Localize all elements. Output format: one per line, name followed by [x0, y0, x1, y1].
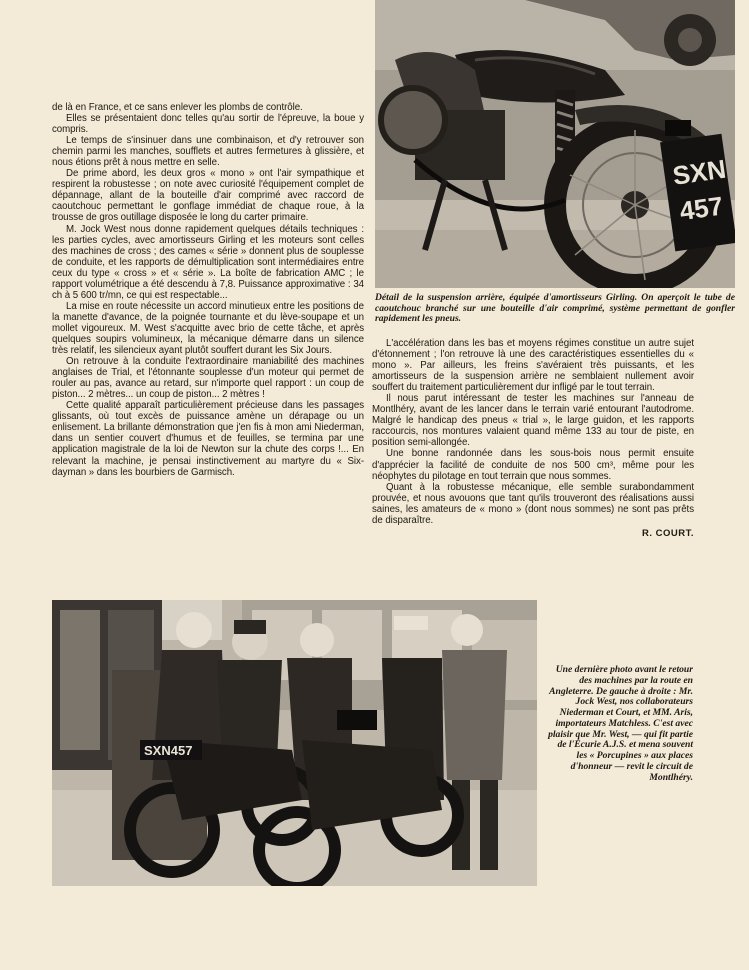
- paragraph: Elles se présentaient donc telles qu'au sortir de l'épreuve, la boue y compris.: [52, 113, 364, 136]
- top-photo-caption: Détail de la suspension arrière, équipée d'amortisseurs Girling. On aperçoit le tube de caoutchouc branché sur une bouteille d'air comprimé, système permettant de gonfler rapidement les pneus.: [375, 292, 735, 325]
- paragraph: de là en France, et ce sans enlever les plombs de contrôle.: [52, 102, 303, 113]
- author-signature: R. COURT.: [642, 527, 694, 539]
- paragraph: Il nous parut intéressant de tester les machines sur l'anneau de Montlhéry, avant de les lancer dans le terrain varié entourant l'autodrome. Malgré le handicap des pneus « trial », le large guidon, et les rapports raccourcis, nos montures valaient quand même 133 au tour de piste, en position semi-allongée.: [372, 393, 694, 449]
- paragraph: La mise en route nécessite un accord minutieux entre les positions de la manette d'avance, de la poignée tournante et du lève-soupape et un mollet vigoureux. M. West s'acquitte avec brio de cette tâche, et après quelques soupirs volumineux, la mécanique démarre dans un silence très relatif, les silencieux ayant plutôt souffert durant les Six Jours.: [52, 300, 364, 357]
- group-photo-caption: Une dernière photo avant le retour des machines par la route en Angleterre. De gauche à droite : Mr. Jock West, nos collaborateurs Niederman et Court, et MM. Aris, importateurs Matchless. C'est avec plaisir que Mr. West, — qui fit partie de l'Écurie A.J.S. et mena souvent les « Porcupines » aux places d'honneur — revit le circuit de Montlhéry.: [548, 664, 693, 783]
- paragraph: De prime abord, les deux gros « mono » ont l'air sympathique et respirent la robustesse ; on note avec curiosité l'équipement complet de dépannage, allant de la bouteille d'air comprimé avec raccord de caoutchouc permettant le gonflage immédiat de chaque roue, à la trousse de gros outillage disposée le long du carter primaire.: [52, 168, 364, 224]
- article-left-column: [52, 102, 364, 478]
- top-plate-line-2: 457: [677, 190, 725, 227]
- group-illustration: [52, 600, 537, 886]
- paragraph: On retrouve à la conduite l'extraordinaire maniabilité des machines anglaises de Trial, et l'étonnante souplesse d'un moteur qui permet de rouler au pas, avance au retard, sur n'importe quel rapport : un coup de piston... 2 mètres... un coup de piston... 2 mètres !: [52, 356, 364, 401]
- article-right-column: [372, 338, 694, 539]
- bottom-plate: SXN457: [144, 743, 193, 758]
- paragraph: L'accélération dans les bas et moyens régimes constitue un autre sujet d'étonnement ; l'on retrouve là une des caractéristiques essentielles du « mono ». Par ailleurs, les freins s'avéraient très puissants, et les amortisseurs de la suspension arrière ne semblaient nullement avoir souffert du traitement particulièrement dur infligé par le tout terrain.: [372, 338, 694, 394]
- rear-suspension-photo: [375, 0, 735, 288]
- paragraph: Le temps de s'insinuer dans une combinaison, et d'y retrouver son chemin parmi les manches, soufflets et autres fermetures à glissière, et nous étions prêt à nous mettre en selle.: [52, 135, 364, 169]
- paragraph: Cette qualité apparaît particulièrement précieuse dans les passages glissants, où tout excès de puissance amène un dérapage ou un enlisement. La brillante démonstration que j'en fis à mon ami Niederman, dans un sentier couvert d'humus et de feuilles, se termina par une application magistrale de la loi de Newton sur la chute des corps !... En relevant la machine, je pensai instinctivement au martyre du « Six-dayman » dans les bourbiers de Garmisch.: [52, 400, 364, 478]
- paragraph: Une bonne randonnée dans les sous-bois nous permit ensuite d'apprécier la facilité de conduite de nos 500 cm³, même pour les néophytes du pilotage en tout terrain que nous sommes.: [372, 448, 694, 482]
- paragraph: M. Jock West nous donne rapidement quelques détails techniques : les parties cycles, avec amortisseurs Girling et les moteurs sont celles des machines de cross ; des cames « série » donnent plus de souplesse de conduite, et les rapports de démultiplication sont intermédiaires entre ceux du type « cross » et « série ». La boîte de fabrication AMC ; le rapport volumétrique a été descendu à 7,8. Puissance approximative : 34 ch à 5 600 tr/mn, ce qui est respectable...: [52, 223, 364, 301]
- rear-suspension-illustration: [375, 0, 735, 288]
- paragraph: Quant à la robustesse mécanique, elle semble surabondamment prouvée, et nous avouons que tant qu'ils trouveront des réalisations aussi saines, les amateurs de « mono » (dont nous sommes) ne sont pas prêts de disparaître.: [372, 481, 694, 526]
- top-plate-line-1: SXN: [670, 153, 728, 191]
- group-photo: [52, 600, 537, 886]
